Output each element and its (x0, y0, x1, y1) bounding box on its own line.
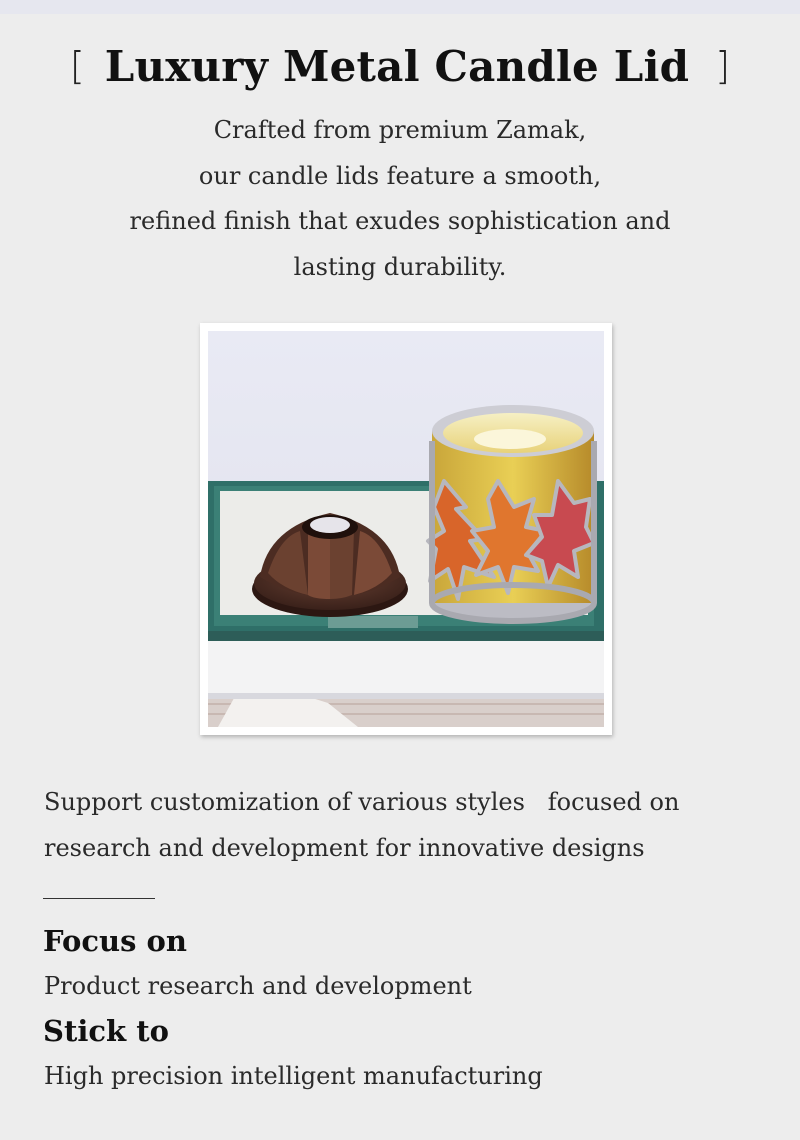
customization-line: research and development for innovative designs (44, 834, 645, 862)
product-photo-illustration (208, 331, 604, 727)
page-title: Luxury Metal Candle Lid (104, 41, 690, 91)
intro-line: refined finish that exudes sophistication and (129, 207, 671, 235)
stick-text: High precision intelligent manufacturing (44, 1062, 543, 1090)
customization-statement (44, 779, 764, 871)
product-photo (200, 323, 612, 735)
intro-line: lasting durability. (293, 252, 507, 281)
intro-line: Crafted from premium Zamak, (213, 116, 587, 144)
title-close-bracket: ] (715, 44, 731, 88)
section-divider (43, 898, 155, 899)
focus-text: Product research and development (44, 972, 472, 1000)
title-open-bracket: [ (69, 44, 85, 88)
intro-paragraph (0, 108, 800, 290)
page-title-row (0, 36, 800, 96)
focus-heading: Focus on (43, 924, 187, 958)
top-band (0, 0, 800, 14)
intro-line: our candle lids feature a smooth, (198, 161, 602, 190)
stick-heading: Stick to (43, 1014, 169, 1048)
customization-line: Support customization of various styles focused on (44, 788, 680, 816)
